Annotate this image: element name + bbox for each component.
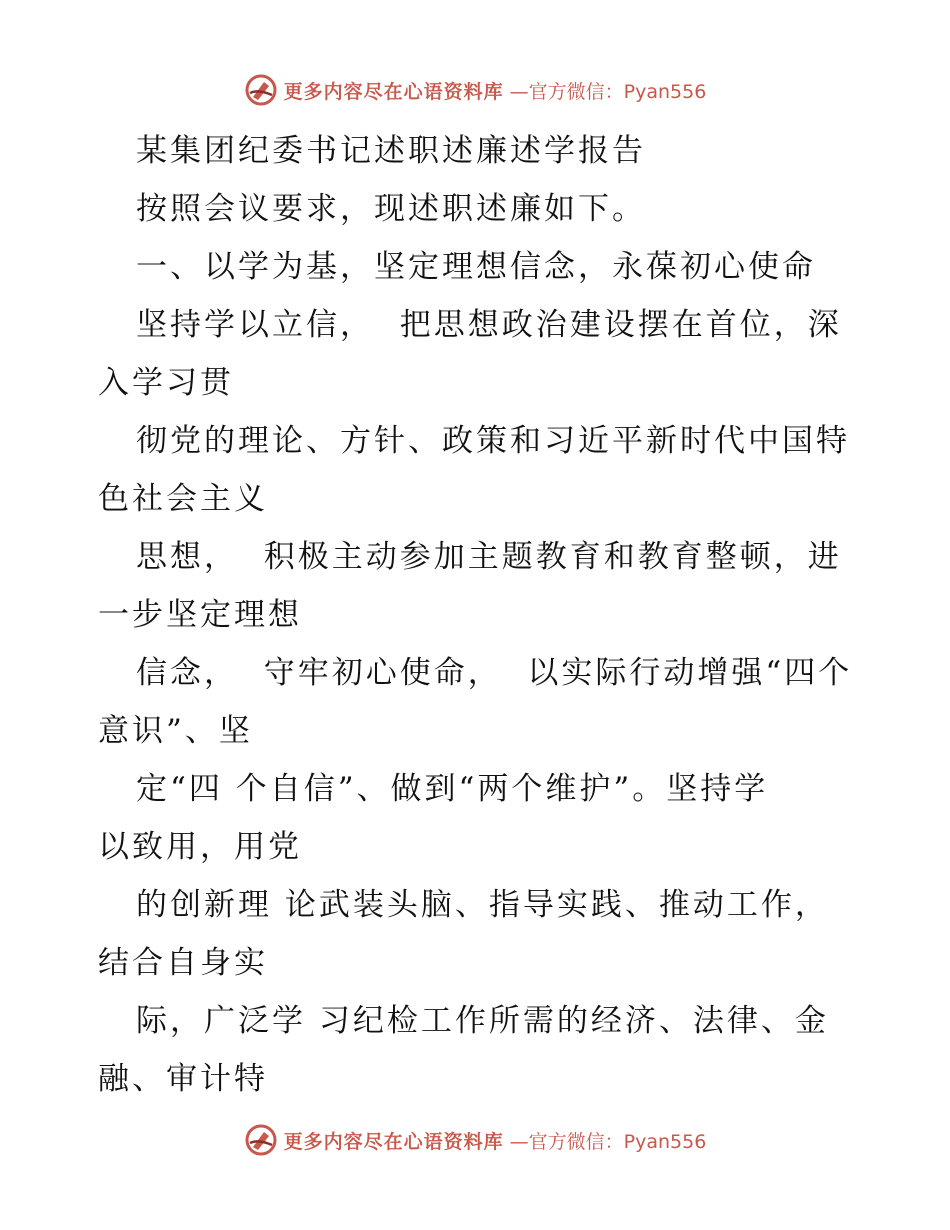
watermark-site-text: 更多内容尽在心语资料库 <box>283 80 504 103</box>
text-line: 彻党的理论、方针、政策和习近平新时代中国特 <box>136 423 850 459</box>
document-title: 某集团纪委书记述职述廉述学报告 <box>136 133 646 169</box>
text-line: 融、审计特 <box>98 1061 268 1097</box>
watermark-wechat-text: —官方微信：Pyan556 <box>509 1130 707 1153</box>
text-line: 际，广泛学 习纪检工作所需的经济、法律、金 <box>136 1003 829 1039</box>
text-line: 按照会议要求，现述职述廉如下。 <box>136 191 646 227</box>
footer-watermark <box>0 1120 950 1160</box>
brush-logo-icon <box>244 1123 278 1157</box>
text-line: 坚持学以立信， 把思想政治建设摆在首位，深 <box>136 307 842 343</box>
text-line: 色社会主义 <box>98 481 268 517</box>
header-watermark <box>0 70 950 110</box>
watermark-wechat-text: —官方微信：Pyan556 <box>509 80 707 103</box>
brush-logo-icon <box>244 73 278 107</box>
text-line: 入学习贯 <box>98 365 234 401</box>
text-line: 以致用，用党 <box>98 829 302 865</box>
text-line: 思想， 积极主动参加主题教育和教育整顿，进 <box>136 539 842 575</box>
document-body <box>98 122 868 1108</box>
text-line: 的创新理 论武装头脑、指导实践、推动工作， <box>136 887 829 923</box>
text-line: 意识”、坚 <box>98 713 253 749</box>
text-line: 结合自身实 <box>98 945 268 981</box>
section-heading: 一、以学为基，坚定理想信念，永葆初心使命 <box>136 249 816 285</box>
text-line: 定“四 个自信”、做到“两个维护”。坚持学 <box>136 771 769 807</box>
text-line: 一步坚定理想 <box>98 597 302 633</box>
watermark-site-text: 更多内容尽在心语资料库 <box>283 1130 504 1153</box>
text-line: 信念， 守牢初心使命， 以实际行动增强“四个 <box>136 655 853 691</box>
